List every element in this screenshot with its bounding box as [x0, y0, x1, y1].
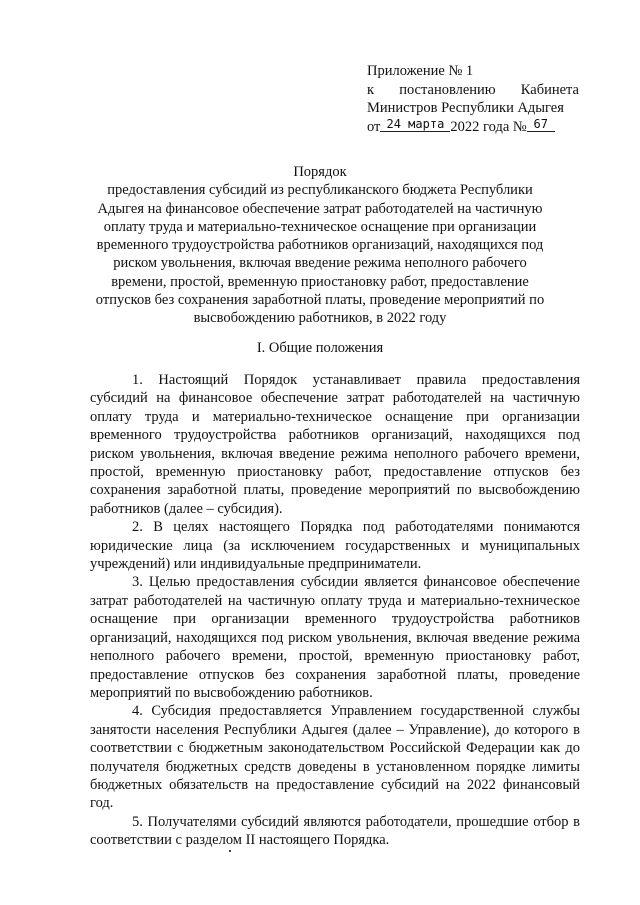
title-heading: Порядок — [293, 164, 347, 180]
handwritten-date: 24 марта — [380, 117, 450, 132]
appendix-header — [367, 62, 579, 136]
appendix-ministry: Министров Республики Адыгея — [367, 100, 564, 116]
paragraph: 5. Получателями субсидий являются работодатели, прошедшие отбор в соответствии с разделом II настоящего Порядка. — [90, 813, 580, 849]
appendix-resolution-line — [367, 81, 579, 100]
paragraph: 2. В целях настоящего Порядка под работодателями понимаются юридические лица (за исключением государственных и муниципальных учреждений) или индивидуальные предприниматели. — [90, 519, 580, 573]
paragraph: 1. Настоящий Порядок устанавливает правила предоставления субсидий на финансовое обеспечение затрат работодателей на частичную оплату труда и материально-техническое оснащение при организации временного трудоустройства работников организаций, находящихся под риском увольнения, включая введение режима неполного рабочего времени, простой, временную приостановку работ, предоставление отпусков без сохранения заработной платы, проведение мероприятий по высвобождению работников (далее – субсидия). — [90, 372, 580, 517]
section-title: I. Общие положения — [256, 340, 384, 356]
scan-speck — [229, 850, 231, 852]
paragraph: 3. Целью предоставления субсидии является финансовое обеспечение затрат работодателей на частичную оплату труда и материально-техническое оснащение при организации временного трудоустройства работников организаций, находящихся под риском увольнения, включая введение режима неполного рабочего времени, простой, временную приостановку работ, предоставление отпусков без сохранения заработной платы, проведение мероприятий по высвобождению работников. — [90, 574, 580, 701]
title-body: предоставления субсидий из республиканского бюджета Республики Адыгея на финансовое обеспечение затрат работодателей на частичную оплату труда и материально-техническое оснащение при организации временного трудоустройства работников организаций, находящихся под риском увольнения, включая введение режима неполного рабочего времени, простой, временную приостановку работ, предоставление отпусков без сохранения заработной платы, проведение мероприятий по высвобождению работников, в 2022 году — [95, 182, 545, 327]
appendix-word: Кабинета — [520, 81, 579, 98]
paragraph: 4. Субсидия предоставляется Управлением государственной службы занятости населения Республики Адыгея (далее – Управление), до которого в соответствии с бюджетным законодательством Российской Федерации как до получателя бюджетных средств доведены в установленном порядке лимиты бюджетных обязательств на предоставление субсидий на 2022 финансовый год. — [90, 703, 580, 812]
appendix-number: Приложение № 1 — [367, 63, 474, 79]
document-title — [92, 163, 548, 328]
appendix-word: к — [367, 81, 375, 98]
appendix-date-line — [367, 118, 579, 137]
handwritten-number: 67 — [527, 117, 555, 132]
date-prefix: от — [367, 118, 381, 135]
document-body — [90, 371, 580, 850]
year-text: 2022 года № — [450, 118, 527, 135]
appendix-word: постановлению — [399, 81, 496, 98]
